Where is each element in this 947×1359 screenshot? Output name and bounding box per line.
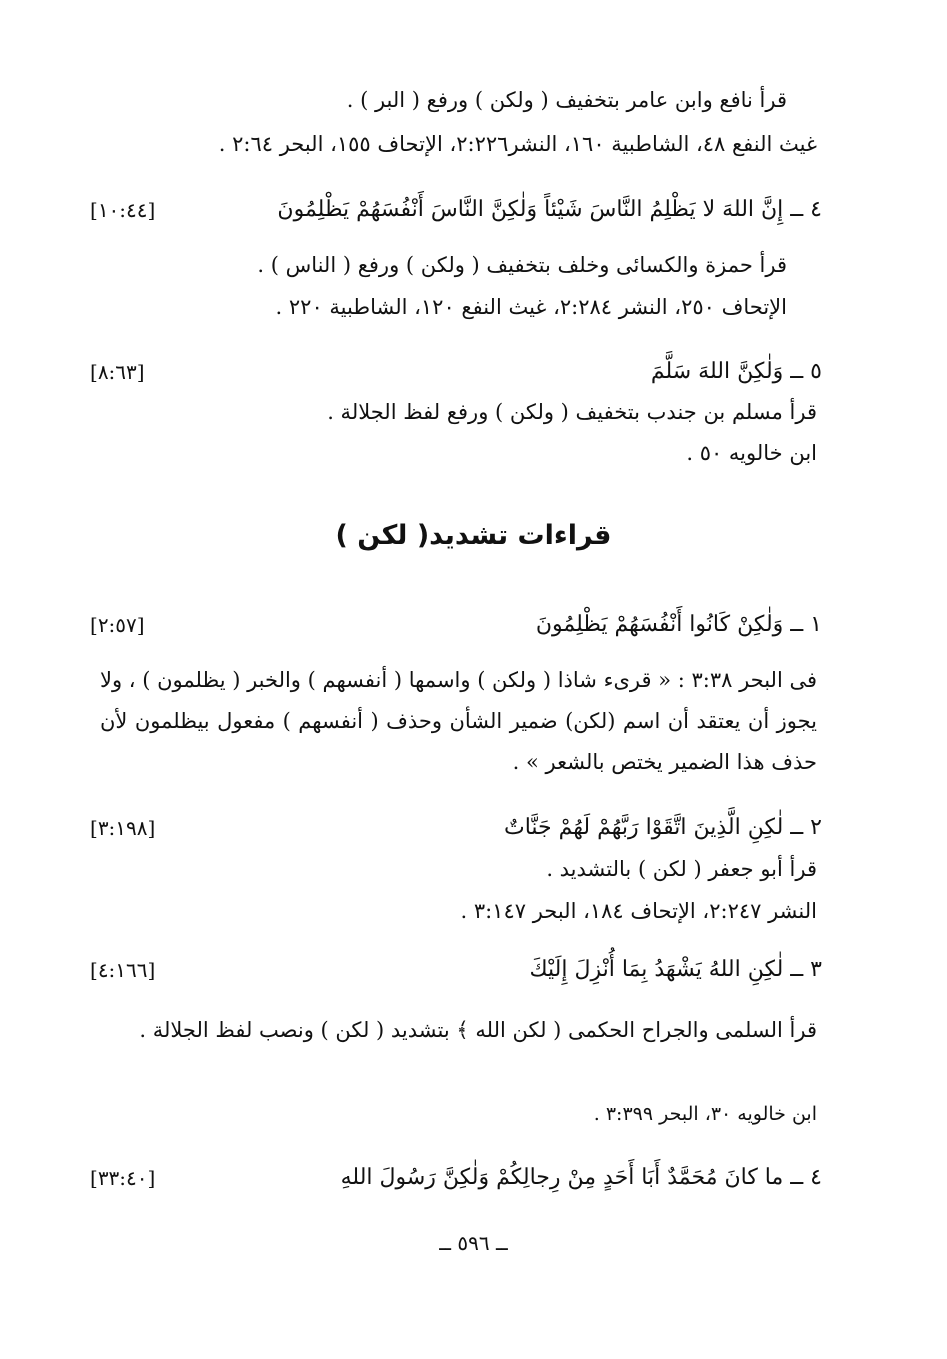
verse-reference: [٤:١٦٦] <box>90 958 156 982</box>
section-heading: قراءات تشديد( لكن ) <box>335 520 612 551</box>
verse-reference: [٢:٥٧] <box>90 613 145 637</box>
verse-reference: [٣٣:٤٠] <box>90 1166 156 1190</box>
text-line: قرأ مسلم بن جندب بتخفيف ( ولكن ) ورفع لفظ الجلالة . <box>327 400 817 424</box>
verse-text: ٥ ــ وَلٰكِنَّ اللهَ سَلَّمَ <box>650 359 822 384</box>
reference-line: النشر ٢:٢٤٧، الإتحاف ١٨٤، البحر ٣:١٤٧ . <box>460 899 817 923</box>
page-number: ــ ٥٩٦ ــ <box>439 1231 508 1255</box>
verse-text: ٣ ــ لٰكِنِ اللهُ يَشْهَدُ بِمَا أُنْزِلَ إِلَيْكَ <box>529 957 822 982</box>
verse-row <box>90 808 822 848</box>
verse-reference: [٣:١٩٨] <box>90 816 156 840</box>
verse-row <box>90 950 822 990</box>
verse-text: ٤ ــ إِنَّ اللهَ لا يَظْلِمُ النَّاسَ شَيْئاً وَلٰكِنَّ النَّاسَ أَنْفُسَهُمْ يَظْلِمُونَ <box>277 197 822 222</box>
commentary-paragraph: فى البحر ٣:٣٨ : « قرىء شاذا ( ولكن ) واسمها ( أنفسهم ) والخبر ( يظلمون ) ، ولا يجوز أن يعتقد أن اسم (لكن) ضمير الشأن وحذف ( أنفسهم ) مفعول بيظلمون لأن حذف هذا الضمير يختص بالشعر » . <box>100 668 817 774</box>
verse-row <box>90 1158 822 1198</box>
verse-text: ٤ ــ ما كانَ مُحَمَّدٌ أَبَا أَحَدٍ مِنْ رِجالِكُمْ وَلٰكِنَّ رَسُولَ اللهِ <box>340 1165 822 1190</box>
verse-row <box>90 605 822 645</box>
reference-line: الإتحاف ٢٥٠، النشر ٢:٢٨٤، غيث النفع ١٢٠، الشاطبية ٢٢٠ . <box>275 295 787 319</box>
text-line: قرأ نافع وابن عامر بتخفيف ( ولكن ) ورفع ( البر ) . <box>346 88 787 112</box>
reference-line: غيث النفع ٤٨، الشاطبية ١٦٠، النشر٢:٢٢٦، الإتحاف ١٥٥، البحر ٢:٦٤ . <box>218 132 817 156</box>
verse-text: ١ ــ وَلٰكِنْ كَانُوا أَنْفُسَهُمْ يَظْلِمُونَ <box>535 612 822 637</box>
verse-row <box>90 190 822 230</box>
reference-line: ابن خالويه ٥٠ . <box>686 441 817 465</box>
verse-reference: [١٠:٤٤] <box>90 198 156 222</box>
verse-row <box>90 352 822 392</box>
verse-text: ٢ ــ لٰكِنِ الَّذِينَ اتَّقَوْا رَبَّهُمْ لَهُمْ جَنَّاتٌ <box>503 815 822 840</box>
text-line: قرأ أبو جعفر ( لكن ) بالتشديد . <box>546 857 817 881</box>
reference-line: ابن خالويه ٣٠، البحر ٣:٣٩٩ . <box>593 1103 817 1125</box>
text-line: قرأ حمزة والكسائى وخلف بتخفيف ( ولكن ) ورفع ( الناس ) . <box>257 253 787 277</box>
text-paragraph: قرأ السلمى والجراح الحكمى ( لكن الله ﴾ بتشديد ( لكن ) ونصب لفظ الجلالة . <box>139 1018 817 1042</box>
verse-reference: [٨:٦٣] <box>90 360 145 384</box>
